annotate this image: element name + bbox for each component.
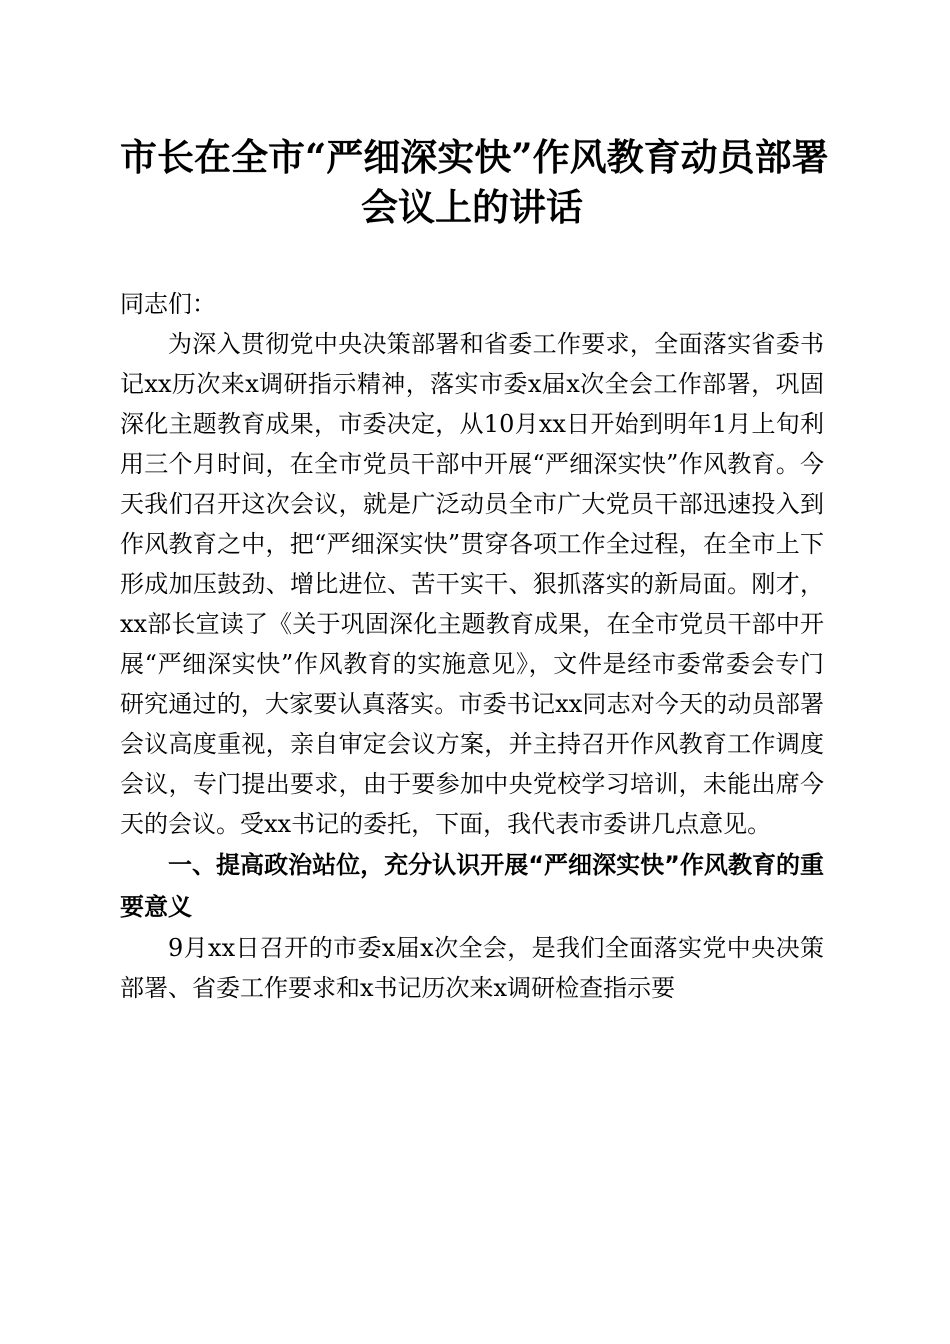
title-line-1: 市长在全市“严细深实快”作风教育动员部署 xyxy=(120,135,829,179)
salutation: 同志们： xyxy=(120,290,216,318)
section-heading-1: 一、提高政治站位，充分认识开展“严细深实快”作风教育的重要意义 xyxy=(120,851,824,921)
body-paragraph-2: 9月xx日召开的市委x届x次全会，是我们全面落实党中央决策部署、省委工作要求和x书记历次来x调研检查指示要 xyxy=(120,934,824,1002)
document-page xyxy=(120,132,829,1008)
document-title xyxy=(120,132,829,232)
body-paragraph-1: 为深入贯彻党中央决策部署和省委工作要求，全面落实省委书记xx历次来x调研指示精神，落实市委x届x次全会工作部署，巩固深化主题教育成果，市委决定，从10月xx日开始到明年1月上旬利用三个月时间，在全市党员干部中开展“严细深实快”作风教育。今天我们召开这次会议，就是广泛动员全市广大党员干部迅速投入到作风教育之中，把“严细深实快”贯穿各项工作全过程，在全市上下形成加压鼓劲、增比进位、苦干实干、狠抓落实的新局面。刚才，xx部长宣读了《关于巩固深化主题教育成果，在全市党员干部中开展“严细深实快”作风教育的实施意见》，文件是经市委常委会专门研究通过的，大家要认真落实。市委书记xx同志对今天的动员部署会议高度重视，亲自审定会议方案，并主持召开作风教育工作调度会议，专门提出要求，由于要参加中央党校学习培训，未能出席今天的会议。受xx书记的委托，下面，我代表市委讲几点意见。 xyxy=(120,330,824,838)
title-line-2: 会议上的讲话 xyxy=(361,185,583,229)
